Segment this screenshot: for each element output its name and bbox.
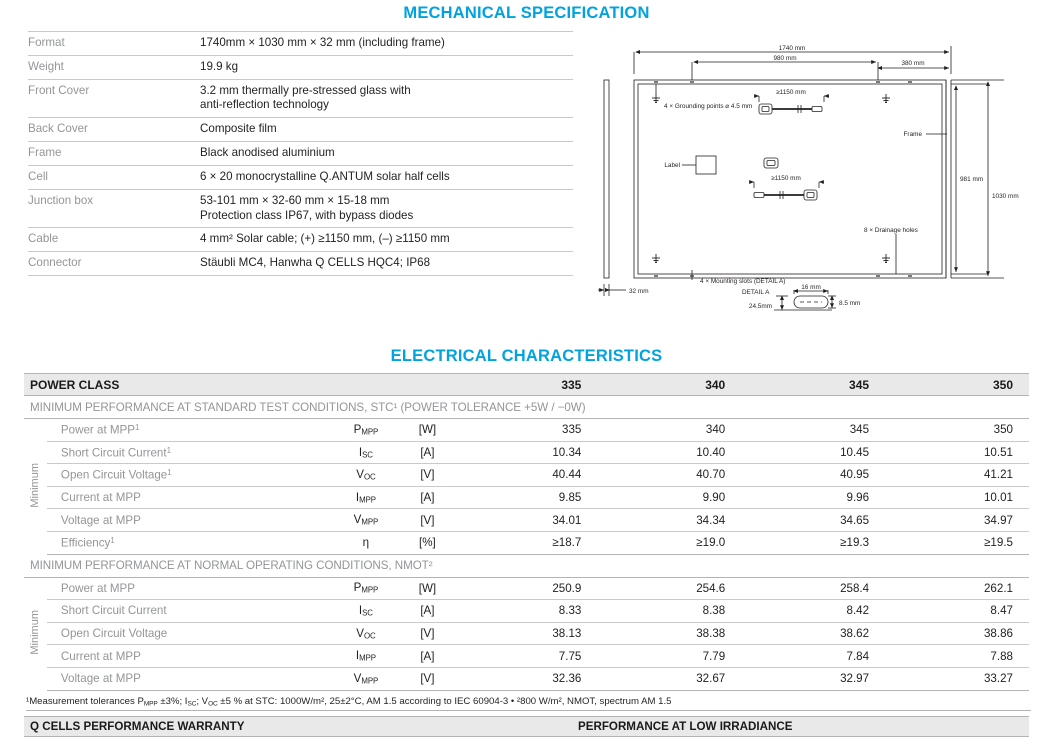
parameter-value: 7.88 — [885, 645, 1029, 668]
mech-spec-label: Front Cover — [28, 79, 200, 118]
mech-spec-value: Stäubli MC4, Hanwha Q CELLS HQC4; IP68 — [200, 252, 573, 276]
parameter-value: 7.79 — [597, 645, 741, 668]
parameter-value: 10.51 — [885, 441, 1029, 464]
minimum-label: Minimum — [29, 462, 42, 508]
svg-text:Label: Label — [664, 162, 680, 169]
mech-spec-row — [28, 118, 573, 142]
parameter-value: 10.34 — [454, 441, 598, 464]
svg-text:24.5mm: 24.5mm — [748, 303, 772, 310]
parameter-unit: [W] — [401, 419, 453, 442]
parameter-value: 350 — [885, 419, 1029, 442]
parameter-value: 250.9 — [454, 577, 598, 600]
parameter-symbol: $I_{MPP}$ — [330, 645, 401, 668]
parameter-unit: [A] — [401, 486, 453, 509]
footnote-marker: 1 — [167, 468, 172, 478]
parameter-symbol: $V_{OC}$ — [330, 622, 401, 645]
mech-spec-value-line2: Protection class IP67, with bypass diodes — [200, 208, 414, 222]
parameter-name: Voltage at MPP — [47, 667, 331, 690]
power-class-value: 345 — [741, 374, 885, 396]
svg-text:16 mm: 16 mm — [801, 284, 821, 291]
electrical-data-row — [24, 441, 1029, 464]
mech-spec-row — [28, 228, 573, 252]
parameter-value: ≥19.0 — [597, 531, 741, 554]
mech-spec-value: 6 × 20 monocrystalline Q.ANTUM solar half cells — [200, 165, 573, 189]
parameter-name: Current at MPP — [47, 645, 331, 668]
svg-text:1740 mm: 1740 mm — [778, 45, 806, 52]
parameter-symbol: $P_{MPP}$ — [330, 419, 401, 442]
parameter-value: 40.95 — [741, 464, 885, 487]
parameter-value: 10.40 — [597, 441, 741, 464]
mech-spec-value: Black anodised aluminium — [200, 142, 573, 166]
mech-spec-value-line2: anti-reflection technology — [200, 98, 329, 112]
mech-spec-label: Weight — [28, 55, 200, 79]
electrical-characteristics-table — [24, 373, 1029, 691]
mech-spec-row — [28, 55, 573, 79]
parameter-name: Short Circuit Current$^1$ — [47, 441, 331, 464]
electrical-data-row — [24, 464, 1029, 487]
parameter-value: 345 — [741, 419, 885, 442]
electrical-data-row — [24, 622, 1029, 645]
parameter-unit: [V] — [401, 622, 453, 645]
electrical-data-row — [24, 577, 1029, 600]
symbol-subscript: MPP — [361, 427, 379, 437]
mech-spec-row — [28, 189, 573, 228]
parameter-value: 9.96 — [741, 486, 885, 509]
parameter-symbol: $P_{MPP}$ — [330, 577, 401, 600]
symbol-subscript: SC — [362, 608, 373, 618]
parameter-value: 38.86 — [885, 622, 1029, 645]
measurement-tolerances-footnote: ¹Measurement tolerances $P_{MPP} \pm 3\%$; $I_{SC}$; $V_{OC} \pm 5$ % at STC: 1000W/m², 25±2°C, AM 1.5 according to IEC 60904-3 • ²800 W/m², NMOT, spectrum AM 1.5 — [26, 696, 1031, 711]
svg-text:8 × Drainage holes: 8 × Drainage holes — [864, 227, 918, 234]
nmot-rotated-label — [24, 577, 47, 690]
parameter-name: Power at MPP$^1$ — [47, 419, 331, 442]
parameter-value: ≥19.3 — [741, 531, 885, 554]
mechanical-specification-table — [28, 31, 573, 276]
parameter-value: 33.27 — [885, 667, 1029, 690]
parameter-value: 38.13 — [454, 622, 598, 645]
parameter-value: 40.44 — [454, 464, 598, 487]
parameter-name: Open Circuit Voltage$^1$ — [47, 464, 331, 487]
parameter-value: 41.21 — [885, 464, 1029, 487]
symbol-subscript: OC — [363, 631, 376, 641]
parameter-symbol: $V_{MPP}$ — [330, 667, 401, 690]
parameter-name: Voltage at MPP — [47, 509, 331, 532]
parameter-value: 8.42 — [741, 600, 885, 623]
mech-spec-label: Back Cover — [28, 118, 200, 142]
parameter-symbol: $I_{SC}$ — [330, 441, 401, 464]
mech-spec-value: 19.9 kg — [200, 55, 573, 79]
parameter-unit: [A] — [401, 441, 453, 464]
mech-spec-row — [28, 165, 573, 189]
stc-rotated-label — [24, 419, 47, 555]
parameter-value: 340 — [597, 419, 741, 442]
mech-spec-row — [28, 142, 573, 166]
parameter-value: 10.45 — [741, 441, 885, 464]
symbol-subscript: MPP — [359, 495, 376, 505]
mech-spec-label: Cell — [28, 165, 200, 189]
parameter-value: 9.85 — [454, 486, 598, 509]
svg-text:980 mm: 980 mm — [773, 55, 797, 62]
parameter-value: 7.75 — [454, 645, 598, 668]
parameter-value: 258.4 — [741, 577, 885, 600]
bottom-section-bar — [24, 716, 1029, 737]
parameter-value: 8.47 — [885, 600, 1029, 623]
parameter-value: 10.01 — [885, 486, 1029, 509]
svg-text:≥1150 mm: ≥1150 mm — [771, 175, 801, 182]
parameter-unit: [A] — [401, 645, 453, 668]
power-class-value: 350 — [885, 374, 1029, 396]
parameter-unit: [%] — [401, 531, 453, 554]
electrical-characteristics-title: ELECTRICAL CHARACTERISTICS — [390, 347, 663, 365]
parameter-symbol: $I_{MPP}$ — [330, 486, 401, 509]
parameter-value: 34.01 — [454, 509, 598, 532]
svg-text:981 mm: 981 mm — [960, 176, 984, 183]
stc-section-header — [24, 396, 1029, 419]
mech-spec-row — [28, 252, 573, 276]
parameter-value: 8.38 — [597, 600, 741, 623]
parameter-value: 34.97 — [885, 509, 1029, 532]
parameter-value: 34.34 — [597, 509, 741, 532]
electrical-data-row — [24, 600, 1029, 623]
symbol-subscript: MPP — [361, 586, 379, 596]
parameter-value: 335 — [454, 419, 598, 442]
parameter-value: 9.90 — [597, 486, 741, 509]
mech-spec-value: 1740mm × 1030 mm × 32 mm (including frame) — [200, 32, 573, 56]
svg-text:4 × Mounting slots (DETAIL A): 4 × Mounting slots (DETAIL A) — [700, 278, 786, 285]
warranty-section-title: Q CELLS PERFORMANCE WARRANTY — [30, 720, 245, 733]
mech-spec-label: Junction box — [28, 189, 200, 228]
symbol-subscript: SC — [362, 450, 373, 460]
svg-text:Frame: Frame — [903, 131, 922, 138]
mech-spec-value: 53-101 mm × 32-60 mm × 15-18 mm Protection class IP67, with bypass diodes — [200, 189, 573, 228]
svg-text:32 mm: 32 mm — [629, 288, 649, 295]
mechanical-specification-title: MECHANICAL SPECIFICATION — [403, 4, 650, 22]
module-technical-drawing — [596, 38, 1051, 313]
svg-text:4 × Grounding points ⌀ 4.5 mm: 4 × Grounding points ⌀ 4.5 mm — [664, 103, 753, 110]
parameter-unit: [A] — [401, 600, 453, 623]
electrical-data-row — [24, 667, 1029, 690]
parameter-value: 34.65 — [741, 509, 885, 532]
electrical-data-row — [24, 509, 1029, 532]
mech-spec-value: 4 mm² Solar cable; (+) ≥1150 mm, (–) ≥1150 mm — [200, 228, 573, 252]
mech-spec-label: Connector — [28, 252, 200, 276]
parameter-value: 32.97 — [741, 667, 885, 690]
parameter-symbol: $I_{SC}$ — [330, 600, 401, 623]
mech-spec-label: Format — [28, 32, 200, 56]
parameter-unit: [V] — [401, 667, 453, 690]
parameter-value: 38.38 — [597, 622, 741, 645]
electrical-data-row — [24, 645, 1029, 668]
parameter-symbol: η — [330, 531, 401, 554]
minimum-label: Minimum — [29, 609, 42, 655]
symbol-subscript: OC — [363, 472, 376, 482]
parameter-value: 32.67 — [597, 667, 741, 690]
parameter-value: ≥18.7 — [454, 531, 598, 554]
parameter-value: 7.84 — [741, 645, 885, 668]
parameter-value: 40.70 — [597, 464, 741, 487]
parameter-value: ≥19.5 — [885, 531, 1029, 554]
parameter-name: Short Circuit Current — [47, 600, 331, 623]
mech-spec-value: Composite film — [200, 118, 573, 142]
electrical-data-row — [24, 419, 1029, 442]
svg-text:DETAIL A: DETAIL A — [742, 289, 770, 296]
parameter-value: 38.62 — [741, 622, 885, 645]
symbol-subscript: MPP — [359, 654, 376, 663]
parameter-value: 32.36 — [454, 667, 598, 690]
parameter-symbol: $V_{MPP}$ — [330, 509, 401, 532]
stc-section-header-label: MINIMUM PERFORMANCE AT STANDARD TEST CONDITIONS, STC¹ (POWER TOLERANCE +5W / −0W) — [24, 396, 1029, 419]
mech-spec-label: Cable — [28, 228, 200, 252]
svg-text:8.5 mm: 8.5 mm — [839, 300, 861, 307]
parameter-value: 262.1 — [885, 577, 1029, 600]
footnote-marker: 1 — [166, 445, 171, 455]
parameter-value: 8.33 — [454, 600, 598, 623]
parameter-name: Open Circuit Voltage — [47, 622, 331, 645]
svg-text:380 mm: 380 mm — [901, 60, 925, 67]
nmot-section-header-label: MINIMUM PERFORMANCE AT NORMAL OPERATING CONDITIONS, NMOT² — [24, 554, 1029, 577]
mech-spec-value: 3.2 mm thermally pre-stressed glass with anti-reflection technology — [200, 79, 573, 118]
parameter-symbol: $V_{OC}$ — [330, 464, 401, 487]
power-class-header-row — [24, 374, 1029, 396]
parameter-unit: [V] — [401, 509, 453, 532]
low-irradiance-section-title: PERFORMANCE AT LOW IRRADIANCE — [578, 720, 793, 733]
footnote-marker: 1 — [110, 535, 115, 545]
power-class-value: 335 — [454, 374, 598, 396]
mech-spec-row — [28, 79, 573, 118]
mech-spec-label: Frame — [28, 142, 200, 166]
footnote-marker: 1 — [135, 423, 140, 433]
parameter-unit: [W] — [401, 577, 453, 600]
mech-spec-row — [28, 32, 573, 56]
parameter-name: Power at MPP — [47, 577, 331, 600]
symbol-subscript: MPP — [361, 676, 379, 686]
power-class-label: POWER CLASS — [24, 374, 454, 396]
svg-text:≥1150 mm: ≥1150 mm — [776, 89, 806, 96]
electrical-data-row — [24, 486, 1029, 509]
power-class-value: 340 — [597, 374, 741, 396]
svg-text:1030 mm: 1030 mm — [992, 193, 1019, 200]
parameter-value: 254.6 — [597, 577, 741, 600]
electrical-data-row — [24, 531, 1029, 554]
parameter-unit: [V] — [401, 464, 453, 487]
parameter-name: Efficiency$^1$ — [47, 531, 331, 554]
nmot-section-header — [24, 554, 1029, 577]
parameter-name: Current at MPP — [47, 486, 331, 509]
symbol-subscript: MPP — [361, 518, 379, 528]
